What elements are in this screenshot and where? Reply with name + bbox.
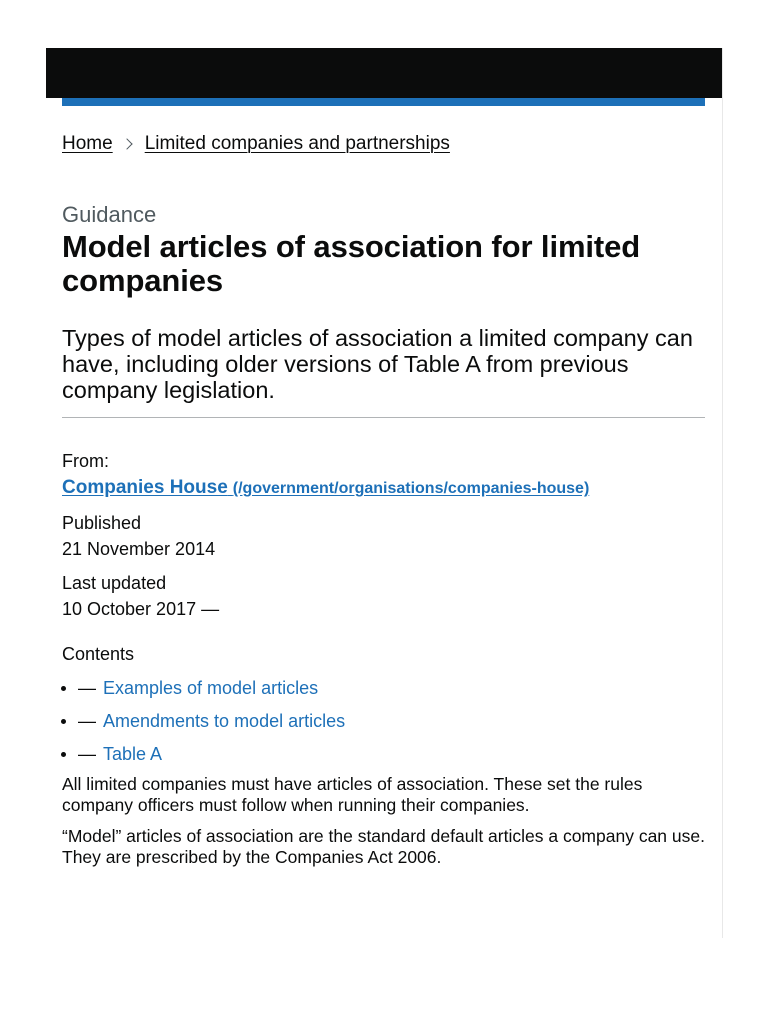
contents-dash: — [78, 711, 96, 731]
published-date: 21 November 2014 [62, 539, 216, 559]
contents-item [62, 675, 705, 701]
body-text [62, 774, 705, 868]
contents-link-examples[interactable]: Examples of model articles [103, 678, 319, 698]
contents-heading: Contents [62, 644, 135, 664]
body-paragraph: “Model” articles of association are the standard default articles a company can use. They are prescribed by the Companies Act 2006. [62, 826, 705, 867]
breadcrumb-limited-companies-link[interactable]: Limited companies and partnerships [144, 133, 450, 154]
contents-item [62, 741, 705, 767]
contents-link-table-a[interactable]: Table A [103, 744, 163, 764]
header-accent-bar [62, 98, 705, 106]
main-content [62, 132, 705, 878]
contents-list [62, 675, 705, 767]
contents-item [62, 708, 705, 734]
published-block [62, 510, 705, 562]
organisation-link[interactable] [62, 474, 705, 502]
lead-paragraph: Types of model articles of association a limited company can have, including older versions of Table A from previous company legislation. [62, 325, 705, 418]
organisation-path: (/government/organisations/companies-house) [232, 480, 590, 497]
page-container [46, 48, 722, 938]
published-label: Published [62, 513, 142, 533]
page-title: Model articles of association for limited companies [62, 229, 641, 298]
breadcrumb-home-link[interactable]: Home [62, 133, 113, 154]
breadcrumb [62, 132, 705, 156]
contents-dash: — [78, 678, 96, 698]
contents-link-amendments[interactable]: Amendments to model articles [103, 711, 346, 731]
chevron-right-icon [121, 138, 132, 149]
last-updated-date: 10 October 2017 — [62, 599, 220, 619]
contents-dash: — [78, 744, 96, 764]
body-paragraph: All limited companies must have articles of association. These set the rules company officers must follow when running their companies. [62, 774, 643, 815]
last-updated-label: Last updated [62, 573, 167, 593]
from-label: From: [62, 451, 109, 471]
page-caption: Guidance [62, 202, 157, 227]
site-header [46, 48, 722, 98]
metadata [62, 448, 705, 622]
updated-block [62, 570, 705, 622]
organisation-name: Companies House [62, 477, 228, 498]
